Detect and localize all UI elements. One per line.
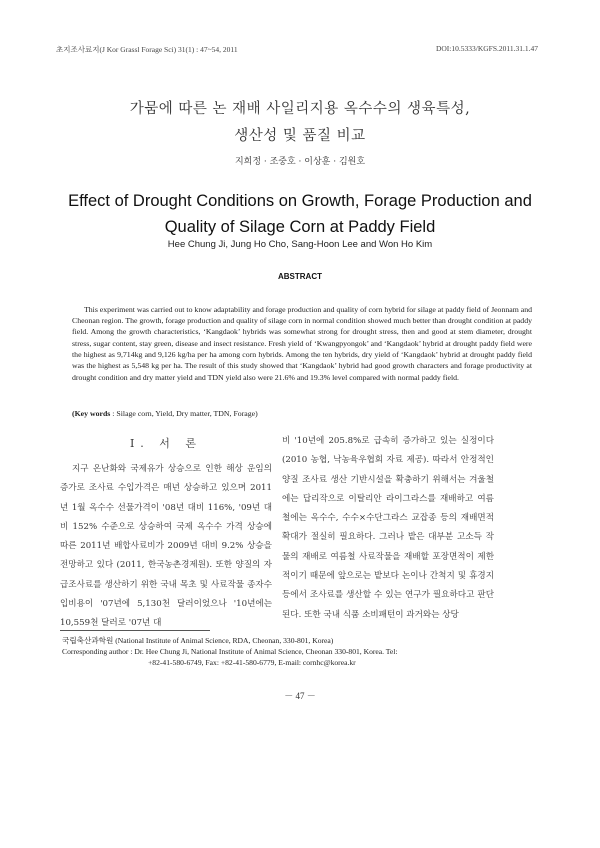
intro-paragraph-right: 비 '10년에 205.8%로 급속히 증가하고 있는 실정이다 (2010 농협, 낙농육우협회 자료 제공). 따라서 안정적인 양질 조사료 생산 기반시설을 확충하기 위해서는 겨울철에는 답리작으로 이탈리안 라이그라스를 재배하고 여름철에는 옥수수, 수수×수단그라스 교잡종 등의 재배면적 확대가 절실히 필요하다. 그러나 밭은 대부분 고소득 작물의 재배로 여름철 사료작물을 재배할 포장면적이 제한적이기 때문에 앞으로는 밭보다 논이나 간척지 및 휴경지 등에서 조사료를 생산할 수 있는 연구가 필요하다고 판단된다. 또한 국내 식품 소비패턴이 과거와는 상당 bbox=[282, 436, 494, 620]
right-column bbox=[282, 432, 494, 625]
doi: DOI:10.5333/KGFS.2011.31.1.47 bbox=[435, 44, 538, 53]
keywords bbox=[72, 409, 532, 418]
english-title-line1: Effect of Drought Conditions on Growth, Forage Production and bbox=[68, 192, 532, 210]
section-heading-introduction: Ⅰ. 서 론 bbox=[129, 437, 203, 450]
intro-paragraph-left: 지구 온난화와 국제유가 상승으로 인한 해상 운임의 증가로 조사료 수입가격은 매년 상승하고 있으며 2011년 1월 옥수수 선물가격이 '08년 대비 116%, '09년 대비 152% 수준으로 상승하여 국제 옥수수 가격 상승에 따른 2011년 배합사료비가 2009년 대비 9.2% 상승을 전망하고 있다 (2011, 한국농촌경제원). 또한 양질의 자급조사료를 생산하기 위한 국내 목초 및 사료작물 종자수입비용이 '07년에 5,130천 달러이었으나 '10년에는 10,559천 달러로 '07년 대 bbox=[60, 464, 272, 629]
keywords-label: (Key words bbox=[72, 409, 111, 418]
english-authors: Hee Chung Ji, Jung Ho Cho, Sang-Hoon Lee and Won Ho Kim bbox=[167, 239, 433, 250]
korean-title-line1: 가뭄에 따른 논 재배 사일리지용 옥수수의 생육특성, bbox=[129, 101, 471, 117]
journal-citation: 초지조사료지(J Kor Grassl Forage Sci) 31(1) : 47~54, 2011 bbox=[56, 45, 238, 54]
korean-title bbox=[0, 96, 600, 150]
contact-footnote: +82-41-580-6749, Fax: +82-41-580-6779, E-mail: cornhc@korea.kr bbox=[148, 658, 356, 667]
english-title bbox=[0, 188, 600, 240]
keywords-list: : Silage corn, Yield, Dry matter, TDN, Forage) bbox=[110, 409, 258, 418]
english-title-line2: Quality of Silage Corn at Paddy Field bbox=[164, 218, 436, 236]
korean-authors: 지희정 · 조중호 · 이상훈 · 김원호 bbox=[234, 157, 366, 167]
page-number: － 47 － bbox=[284, 691, 316, 701]
affiliation-footnote: 국립축산과학원 (National Institute of Animal Science, RDA, Cheonan, 330-801, Korea) bbox=[62, 636, 334, 645]
korean-title-line2: 생산성 및 품질 비교 bbox=[234, 128, 366, 144]
footnote-divider bbox=[60, 630, 210, 631]
corresponding-author-footnote: Corresponding author : Dr. Hee Chung Ji, National Institute of Animal Science, Cheonan 330-801, Korea. Tel: bbox=[62, 647, 398, 656]
abstract-heading: ABSTRACT bbox=[278, 272, 322, 281]
left-column bbox=[60, 432, 272, 634]
abstract-body: This experiment was carried out to know adaptability and forage production and quality of corn hybrid for silage at paddy field of Jeonnam and Cheonan region. The growth, forage production and quality of silage corn in normal condition showed much better than drought condition at paddy field. Among the growth characteristics, ‘Kangdaok’ hybrids was somewhat strong for drought stress, then and good at stem diameter, drought stress, sugar content, stay green, disease and insect resistance. Fresh yield of ‘Kwangpyongok’ and ‘Kangdaok’ hybrid at drought paddy field were the highest as 9,714kg and 9,126 kg/ha per ha among corn hybrids. Among the ten hybrids, dry yield of ‘Kangdaok’ hybrid at drought paddy field was the highest as 5,548 kg per ha. The result of this study showed that ‘Kangdaok’ hybrid had good growth characters and forage productivity at drought condition and dry matter yield and TDN yield also were 21.6% and 19.3% level compared with normal paddy field. bbox=[72, 304, 532, 382]
